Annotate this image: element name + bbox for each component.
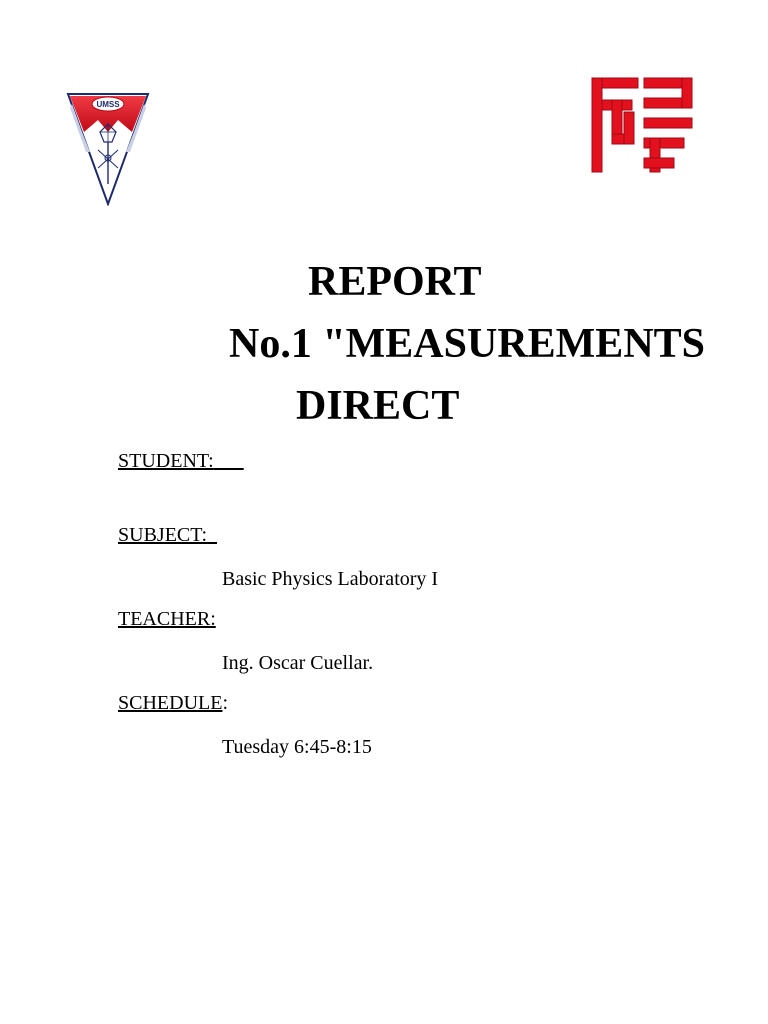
student-label-text: STUDENT: bbox=[118, 450, 214, 472]
schedule-value: Tuesday 6:45-8:15 bbox=[222, 736, 372, 758]
faculty-logo bbox=[590, 76, 694, 174]
teacher-value: Ing. Oscar Cuellar. bbox=[222, 652, 374, 674]
student-blank-line bbox=[214, 450, 244, 472]
teacher-label bbox=[118, 607, 216, 631]
schedule-label bbox=[118, 691, 228, 715]
umss-shield-logo bbox=[66, 92, 150, 206]
subject-value: Basic Physics Laboratory I bbox=[222, 568, 439, 590]
subject-label-text: SUBJECT: bbox=[118, 524, 208, 546]
umss-logo-text: UMSS bbox=[96, 100, 120, 109]
student-label bbox=[118, 449, 244, 473]
schedule-label-underlined: SCHEDULE bbox=[118, 692, 223, 714]
schedule-label-colon: : bbox=[222, 692, 229, 714]
report-title: REPORT bbox=[308, 259, 482, 305]
subject-blank-line bbox=[207, 524, 217, 546]
teacher-label-text: TEACHER: bbox=[118, 608, 216, 630]
report-number-title: No.1 "MEASUREMENTS bbox=[229, 321, 706, 367]
subject-label bbox=[118, 523, 217, 547]
report-subtitle: DIRECT bbox=[296, 383, 460, 429]
